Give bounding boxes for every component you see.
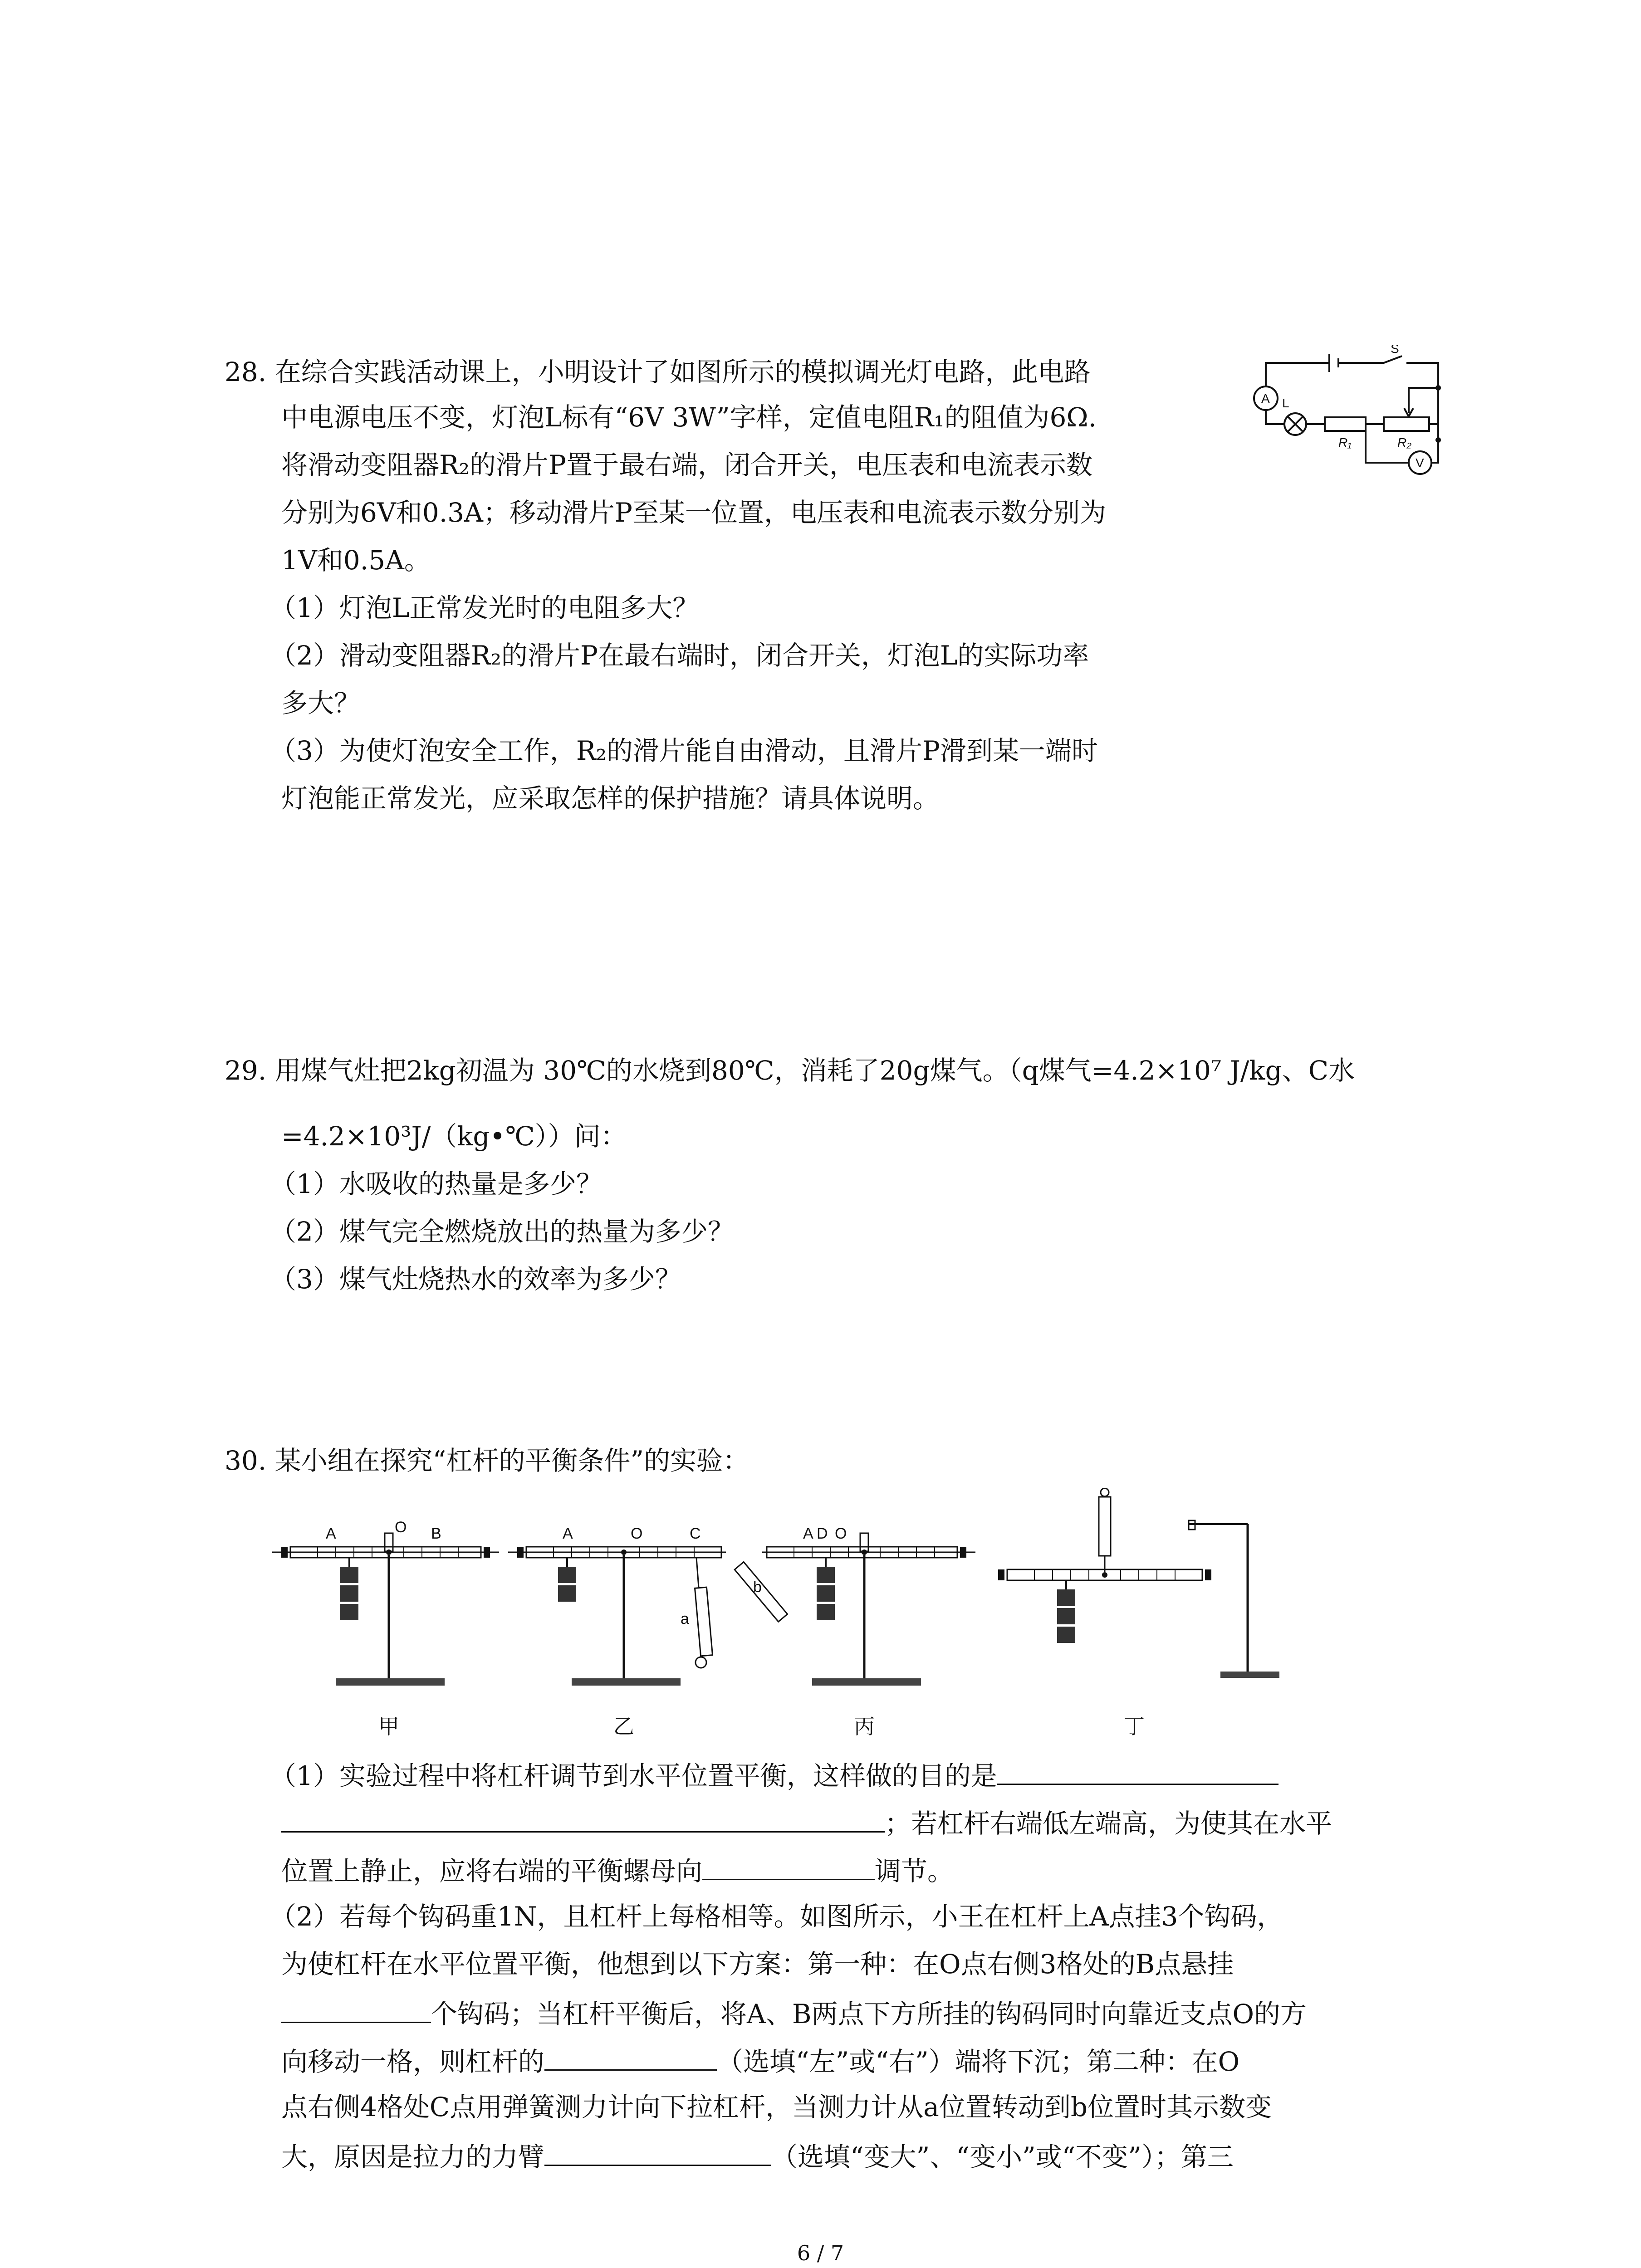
yi-label-o: O [631,1525,643,1542]
yi-label-a: A [563,1525,573,1542]
q29-sub-3: （3）煤气灶烧热水的效率为多少？ [270,1264,681,1295]
blank-purpose-b[interactable] [281,1803,885,1833]
lever-bing [762,1525,975,1686]
yi-label-pa: a [681,1610,689,1628]
lever-ding [998,1488,1279,1678]
label-switch: S [1391,345,1399,356]
q30-sub-2: （2）若每个钩码重1N，且杠杆上每格相等。如图所示，小王在杠杆上A点挂3个钩码， [270,1901,1283,1932]
jia-label-b: B [431,1525,441,1542]
q30-sub-2d: 向移动一格，则杠杆的 （选填“左”或“右”）端将下沉；第二种：在O [281,2041,1239,2080]
bing-label-a: A [803,1525,813,1542]
q28-line-2: 中电源电压不变，灯泡L标有“6V 3W”字样，定值电阻R₁的阻值为6Ω. [281,402,1097,433]
q29-line-1: 29. 用煤气灶把2kg初温为 30℃的水烧到80℃，消耗了20g煤气。（q煤气=4.2×10⁷ J/kg、C水 [225,1055,1355,1086]
q30-sub-2c: 个钩码；当杠杆平衡后，将A、B两点下方所挂的钩码同时向靠近支点O的方 [281,1994,1307,2032]
q28-sub-2: （2）滑动变阻器R₂的滑片P在最右端时，闭合开关，灯泡L的实际功率 [270,640,1089,671]
blank-nut-direction[interactable] [702,1851,875,1880]
caption-yi: 乙 [613,1714,634,1739]
caption-ding: 丁 [1124,1714,1145,1739]
q28-line-3: 将滑动变阻器R₂的滑片P置于最右端，闭合开关，电压表和电流表示数 [281,450,1092,480]
q28-line-1: 28. 在综合实践活动课上，小明设计了如图所示的模拟调光灯电路，此电路 [225,357,1091,387]
label-r1: R₁ [1338,435,1352,450]
q30-sub-2b: 为使杠杆在水平位置平衡，他想到以下方案：第一种：在O点右侧3格处的B点悬挂 [281,1949,1234,1980]
blank-sink-side[interactable] [544,2041,717,2071]
q28-sub-3b: 灯泡能正常发光，应采取怎样的保护措施？请具体说明。 [281,783,940,814]
blank-lever-arm[interactable] [544,2136,771,2166]
q28-sub-3: （3）为使灯泡安全工作，R₂的滑片能自由滑动，且滑片P滑到某一端时 [270,735,1098,766]
q30-sub-1: （1）实验过程中将杠杆调节到水平位置平衡，这样做的目的是 [270,1755,1279,1794]
q30-sub-1b: ；若杠杆右端低左端高，为使其在水平 [281,1803,1332,1842]
q29-line-2: =4.2×10³J/（kg•℃））问： [281,1121,627,1152]
q29-sub-1: （1）水吸收的热量是多少？ [270,1168,603,1199]
q30-sub-2f: 大，原因是拉力的力臂 （选填“变大”、“变小”或“不变”）；第三 [281,2136,1234,2175]
bing-label-o: O [835,1525,847,1542]
caption-bing: 丙 [854,1714,875,1739]
lever-figures [272,1488,1416,1715]
yi-label-c: C [690,1525,701,1542]
q30-intro: 30. 某小组在探究“杠杆的平衡条件”的实验： [225,1445,749,1476]
q28-line-4: 分别为6V和0.3A；移动滑片P至某一位置，电压表和电流表示数分别为 [281,497,1106,528]
q30-sub-2e: 点右侧4格处C点用弹簧测力计向下拉杠杆，当测力计从a位置转动到b位置时其示数变 [281,2092,1272,2122]
bing-label-d: D [817,1525,828,1542]
q28-line-5: 1V和0.5A。 [281,545,431,576]
yi-label-pb: b [753,1579,762,1596]
q30-sub-1c: 位置上静止，应将右端的平衡螺母向 调节。 [281,1851,954,1889]
q29-sub-2: （2）煤气完全燃烧放出的热量为多少？ [270,1216,734,1247]
circuit-diagram [1252,345,1461,490]
label-voltmeter: V [1416,456,1424,470]
lever-yi [508,1525,788,1686]
lever-jia [272,1519,499,1686]
blank-hook-count[interactable] [281,1994,431,2023]
q28-sub-2b: 多大？ [281,688,361,719]
jia-label-a: A [326,1525,336,1542]
label-lamp: L [1282,396,1289,410]
q28-sub-1: （1）灯泡L正常发光时的电阻多大？ [270,592,699,623]
page-number: 6 / 7 [797,2241,844,2265]
blank-purpose-a[interactable] [997,1755,1279,1785]
jia-label-o: O [395,1519,407,1536]
caption-jia: 甲 [378,1714,399,1739]
label-r2: R₂ [1397,435,1411,450]
label-ammeter: A [1261,391,1270,406]
